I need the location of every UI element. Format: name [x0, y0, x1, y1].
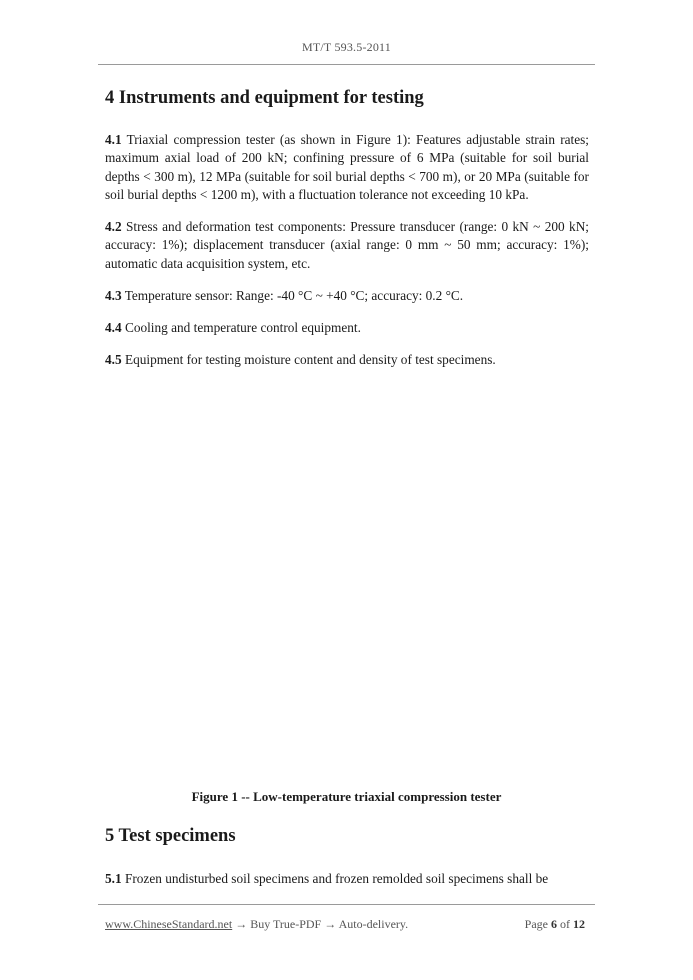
clause-number: 4.1 — [105, 132, 122, 147]
figure-caption — [0, 789, 693, 805]
clause-text: Cooling and temperature control equipment. — [121, 320, 361, 335]
clause-text: Stress and deformation test components: Pressure transducer (range: 0 kN ~ 200 kN; accuracy: 1%); displacement transducer (axial range: 0 mm ~ 50 mm; accuracy: 1%); automatic data acquisition system, etc. — [105, 219, 589, 271]
section-5-heading-block — [105, 826, 589, 847]
arrow-icon: → — [235, 917, 248, 931]
site-link[interactable]: www.ChineseStandard.net — [105, 917, 233, 931]
clause-number: 5.1 — [105, 871, 122, 886]
clause-number: 4.3 — [105, 288, 122, 303]
clause-number: 4.4 — [105, 320, 122, 335]
delivery-text: Auto-delivery. — [336, 917, 409, 931]
figure-caption-text: Figure 1 -- Low-temperature triaxial compression tester — [191, 789, 502, 804]
of-label: of — [560, 917, 570, 931]
document-id: MT/T 593.5-2011 — [302, 40, 391, 54]
page-indicator — [525, 917, 585, 932]
header-divider — [98, 64, 595, 65]
clause-number: 4.5 — [105, 352, 122, 367]
clause-number: 4.2 — [105, 219, 122, 234]
clause-text: Frozen undisturbed soil specimens and frozen remolded soil specimens shall be — [121, 871, 549, 886]
page-total: 12 — [573, 917, 585, 931]
clause-text: Equipment for testing moisture content and density of test specimens. — [121, 352, 496, 367]
section-heading: 4 Instruments and equipment for testing — [105, 88, 424, 108]
buy-text: Buy True-PDF — [247, 917, 325, 931]
clause-4-2 — [105, 218, 589, 273]
footer-divider — [98, 904, 595, 905]
clause-text: Triaxial compression tester (as shown in Figure 1): Features adjustable strain rates; maximum axial load of 200 kN; confining pressure of 6 MPa (suitable for soil burial depths < 300 m), 12 MPa (suitable for soil burial depths < 700 m), or 20 MPa (suitable for soil burial depths < 1200 m), with a fluctuation tolerance not exceeding 10 kPa. — [105, 132, 589, 202]
clause-4-1 — [105, 131, 589, 204]
arrow-icon: → — [324, 917, 337, 931]
section-4-heading-block — [105, 88, 589, 109]
clause-text: Temperature sensor: Range: -40 °C ~ +40 °C; accuracy: 0.2 °C. — [121, 288, 464, 303]
footer-promo — [105, 917, 408, 932]
section-heading: 5 Test specimens — [105, 826, 236, 846]
page-number: 6 — [551, 917, 557, 931]
clause-4-4 — [105, 319, 589, 337]
clause-5-1 — [105, 870, 589, 888]
running-header — [0, 40, 693, 55]
clause-4-5 — [105, 351, 589, 369]
page-label: Page — [524, 917, 548, 931]
clause-4-3 — [105, 287, 589, 305]
